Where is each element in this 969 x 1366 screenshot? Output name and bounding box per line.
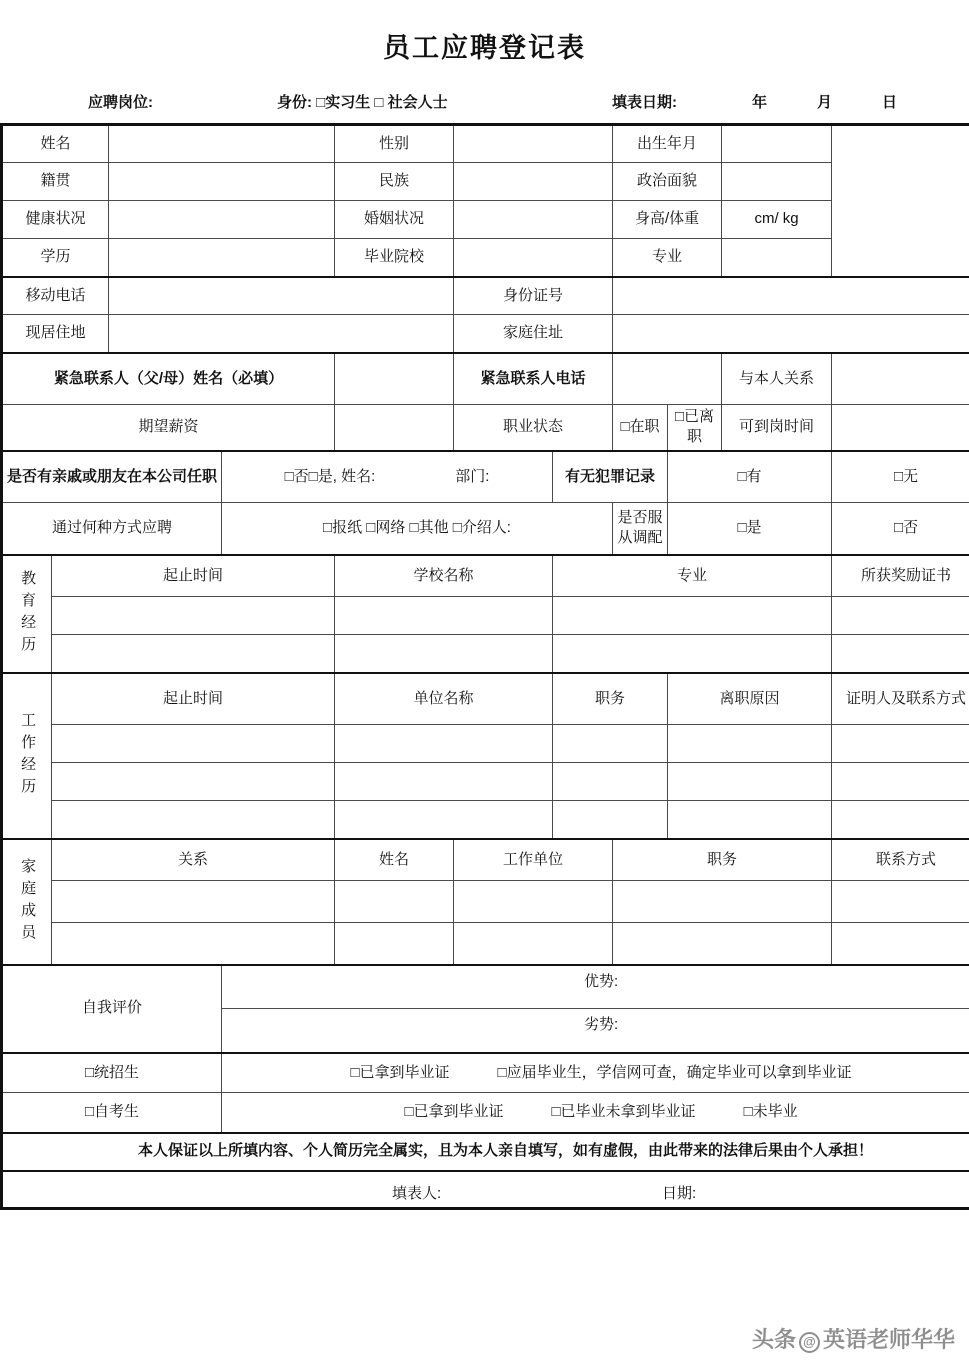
cell-family-relation[interactable]	[52, 881, 335, 923]
day-label: 日	[882, 94, 898, 111]
row-current-home-address	[2, 315, 969, 353]
label-emergency-contact-phone: 紧急联系人电话	[454, 353, 613, 405]
row-education-header	[2, 555, 969, 597]
field-native-place[interactable]	[109, 163, 335, 201]
cell-family-name[interactable]	[335, 923, 454, 965]
checkbox-obey-no[interactable]: □否	[832, 503, 969, 555]
field-marital[interactable]	[454, 201, 613, 239]
relative-options[interactable]	[222, 451, 553, 503]
checkbox-other[interactable]: □其他	[409, 519, 449, 537]
field-expected-salary[interactable]	[335, 405, 454, 451]
field-graduate-school[interactable]	[454, 239, 613, 277]
row-nativeplace-ethnicity-political	[2, 163, 969, 201]
label-education-level: 学历	[2, 239, 109, 277]
checkbox-referrer[interactable]: □介绍人:	[452, 519, 511, 537]
label-political: 政治面貌	[613, 163, 722, 201]
regular-student-options[interactable]	[222, 1053, 969, 1093]
col-work-reference: 证明人及联系方式	[832, 673, 969, 725]
label-relative-in-company: 是否有亲戚或朋友在本公司任职	[2, 451, 222, 503]
label-health: 健康状况	[2, 201, 109, 239]
field-education-level[interactable]	[109, 239, 335, 277]
col-family-workplace: 工作单位	[454, 839, 613, 881]
checkbox-criminal-yes[interactable]: □有	[668, 451, 832, 503]
col-work-period: 起止时间	[52, 673, 335, 725]
cell-work-position[interactable]	[553, 725, 668, 763]
label-current-address: 现居住地	[2, 315, 109, 353]
relative-department-label[interactable]: 部门:	[455, 467, 490, 485]
field-emergency-relation[interactable]	[832, 353, 969, 405]
label-name: 姓名	[2, 125, 109, 163]
checkbox-obey-yes[interactable]: □是	[668, 503, 832, 555]
month-label: 月	[817, 94, 833, 111]
checkbox-self-graduated-no-diploma[interactable]: □已毕业未拿到毕业证	[551, 1103, 696, 1121]
cell-family-contact[interactable]	[832, 923, 969, 965]
year-label: 年	[752, 94, 768, 111]
field-mobile[interactable]	[109, 277, 454, 315]
cell-work-company[interactable]	[335, 725, 553, 763]
row-work-entry	[2, 725, 969, 763]
field-health[interactable]	[109, 201, 335, 239]
label-emergency-relation: 与本人关系	[722, 353, 832, 405]
cell-work-reference[interactable]	[832, 801, 969, 839]
cell-work-period[interactable]	[52, 725, 335, 763]
row-mobile-id	[2, 277, 969, 315]
row-salary-status-available	[2, 405, 969, 451]
field-political[interactable]	[722, 163, 832, 201]
section-label-family: 家庭成员	[2, 839, 52, 965]
row-work-entry	[2, 801, 969, 839]
col-work-company: 单位名称	[335, 673, 553, 725]
cell-edu-major[interactable]	[553, 597, 832, 635]
col-family-position: 职务	[613, 839, 832, 881]
cell-edu-school[interactable]	[335, 597, 553, 635]
at-icon: @	[799, 1332, 820, 1353]
field-name[interactable]	[109, 125, 335, 163]
form-header-line	[0, 87, 969, 117]
section-label-work: 工作经历	[2, 673, 52, 839]
section-label-education: 教育经历	[2, 555, 52, 673]
row-emergency-contact	[2, 353, 969, 405]
fill-date-label: 填表日期:	[612, 94, 677, 111]
label-footer-date[interactable]: 日期:	[662, 1184, 697, 1202]
cell-edu-school[interactable]	[335, 635, 553, 673]
row-diploma-regular	[2, 1053, 969, 1093]
checkbox-internet[interactable]: □网络	[366, 519, 406, 537]
cell-work-company[interactable]	[335, 801, 553, 839]
checkbox-regular-fresh-graduate[interactable]: □应届毕业生，学信网可查，确定毕业可以拿到毕业证	[497, 1063, 852, 1081]
cell-edu-major[interactable]	[553, 635, 832, 673]
label-self-evaluation: 自我评价	[2, 965, 222, 1053]
label-graduate-school: 毕业院校	[335, 239, 454, 277]
page-title: 员工应聘登记表	[383, 33, 586, 63]
checkbox-criminal-no[interactable]: □无	[832, 451, 969, 503]
label-employment-status: 职业状态	[454, 405, 613, 451]
cell-work-reference[interactable]	[832, 763, 969, 801]
photo-area[interactable]	[832, 125, 969, 277]
field-ethnicity[interactable]	[454, 163, 613, 201]
col-family-name: 姓名	[335, 839, 454, 881]
field-self-evaluation-weakness[interactable]: 劣势:	[222, 1009, 969, 1053]
label-available-date: 可到岗时间	[722, 405, 832, 451]
field-height-weight[interactable]: cm/ kg	[722, 201, 832, 239]
row-family-entry	[2, 923, 969, 965]
field-emergency-contact-phone[interactable]	[613, 353, 722, 405]
row-work-header	[2, 673, 969, 725]
field-home-address[interactable]	[613, 315, 969, 353]
row-work-entry	[2, 763, 969, 801]
applied-position-label: 应聘岗位:	[88, 94, 153, 111]
row-family-header	[2, 839, 969, 881]
field-available-date[interactable]	[832, 405, 969, 451]
row-health-marital-body	[2, 201, 969, 239]
label-major: 专业	[613, 239, 722, 277]
watermark-prefix: 头条	[751, 1327, 796, 1352]
cell-family-relation[interactable]	[52, 923, 335, 965]
label-expected-salary: 期望薪资	[2, 405, 335, 451]
label-obey-assignment: 是否服从调配	[613, 503, 668, 555]
label-mobile: 移动电话	[2, 277, 109, 315]
row-channel-assignment	[2, 503, 969, 555]
label-height-weight: 身高/体重	[613, 201, 722, 239]
label-criminal-record: 有无犯罪记录	[553, 451, 668, 503]
cell-work-leave-reason[interactable]	[668, 725, 832, 763]
row-diploma-self-study	[2, 1093, 969, 1133]
checkbox-newspaper[interactable]: □报纸	[323, 519, 363, 537]
col-edu-school: 学校名称	[335, 555, 553, 597]
cell-work-position[interactable]	[553, 801, 668, 839]
cell-edu-award[interactable]	[832, 635, 969, 673]
cell-family-position[interactable]	[613, 881, 832, 923]
relative-option-checkboxes[interactable]: □否□是, 姓名:	[284, 467, 376, 485]
checkbox-employed[interactable]: □在职	[613, 405, 668, 451]
row-family-entry	[2, 881, 969, 923]
checkbox-self-not-graduated[interactable]: □未毕业	[743, 1103, 798, 1121]
cell-family-position[interactable]	[613, 923, 832, 965]
row-footer-signature	[2, 1171, 969, 1209]
row-self-evaluation-strength	[2, 965, 969, 1009]
col-edu-award: 所获奖励证书	[832, 555, 969, 597]
cell-work-leave-reason[interactable]	[668, 801, 832, 839]
row-education-entry	[2, 597, 969, 635]
label-emergency-contact-name: 紧急联系人（父/母）姓名（必填）	[2, 353, 335, 405]
cell-work-leave-reason[interactable]	[668, 763, 832, 801]
label-marital: 婚姻状况	[335, 201, 454, 239]
label-recruit-channel: 通过何种方式应聘	[2, 503, 222, 555]
cell-work-reference[interactable]	[832, 725, 969, 763]
label-native-place: 籍贯	[2, 163, 109, 201]
label-birth: 出生年月	[613, 125, 722, 163]
cell-work-company[interactable]	[335, 763, 553, 801]
row-education-entry	[2, 635, 969, 673]
cell-family-name[interactable]	[335, 881, 454, 923]
field-self-evaluation-strength[interactable]: 优势:	[222, 965, 969, 1009]
field-gender[interactable]	[454, 125, 613, 163]
cell-work-position[interactable]	[553, 763, 668, 801]
label-ethnicity: 民族	[335, 163, 454, 201]
checkbox-regular-student[interactable]: □统招生	[2, 1053, 222, 1093]
label-filled-by[interactable]: 填表人:	[392, 1184, 442, 1202]
checkbox-self-study-student[interactable]: □自考生	[2, 1093, 222, 1133]
field-emergency-contact-name[interactable]	[335, 353, 454, 405]
field-birth[interactable]	[722, 125, 832, 163]
footer-signature-area	[2, 1171, 969, 1209]
field-major[interactable]	[722, 239, 832, 277]
row-name-gender-birth	[2, 125, 969, 163]
label-id-number: 身份证号	[454, 277, 613, 315]
col-family-relation: 关系	[52, 839, 335, 881]
field-current-address[interactable]	[109, 315, 454, 353]
col-family-contact: 联系方式	[832, 839, 969, 881]
col-work-position: 职务	[553, 673, 668, 725]
watermark	[752, 1323, 955, 1354]
cell-edu-period[interactable]	[52, 597, 335, 635]
self-study-options[interactable]	[222, 1093, 969, 1133]
cell-family-workplace[interactable]	[454, 881, 613, 923]
col-edu-major: 专业	[553, 555, 832, 597]
row-relative-criminal	[2, 451, 969, 503]
cell-edu-period[interactable]	[52, 635, 335, 673]
col-edu-period: 起止时间	[52, 555, 335, 597]
checkbox-self-got-diploma[interactable]: □已拿到毕业证	[404, 1103, 504, 1121]
cell-edu-award[interactable]	[832, 597, 969, 635]
declaration-text: 本人保证以上所填内容、个人简历完全属实，且为本人亲自填写，如有虚假，由此带来的法律后果由个人承担！	[2, 1133, 969, 1171]
row-education-school-major	[2, 239, 969, 277]
checkbox-regular-got-diploma[interactable]: □已拿到毕业证	[350, 1063, 450, 1081]
label-home-address: 家庭住址	[454, 315, 613, 353]
label-gender: 性别	[335, 125, 454, 163]
row-declaration	[2, 1133, 969, 1171]
watermark-author: 英语老师华华	[822, 1327, 955, 1352]
field-id-number[interactable]	[613, 277, 969, 315]
col-work-leave-reason: 离职原因	[668, 673, 832, 725]
application-form-table	[0, 123, 969, 1210]
identity-checkbox-group[interactable]: 身份: □实习生 □ 社会人士	[277, 94, 448, 111]
recruit-channel-options[interactable]	[222, 503, 613, 555]
cell-work-period[interactable]	[52, 801, 335, 839]
cell-family-contact[interactable]	[832, 881, 969, 923]
cell-work-period[interactable]	[52, 763, 335, 801]
checkbox-resigned[interactable]: □已离职	[668, 405, 722, 451]
cell-family-workplace[interactable]	[454, 923, 613, 965]
